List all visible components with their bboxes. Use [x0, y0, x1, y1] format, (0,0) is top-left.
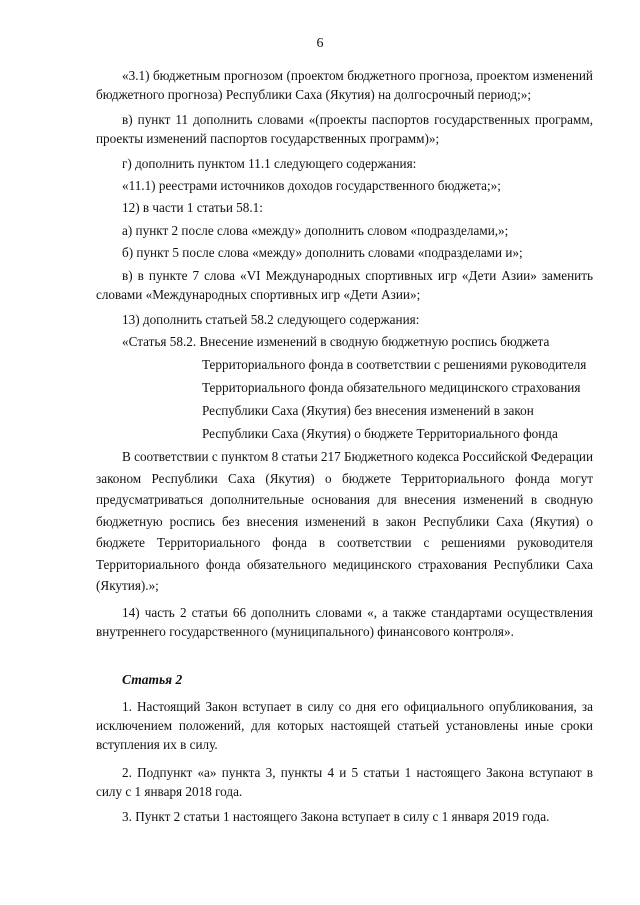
article-2-item-1: 1. Настоящий Закон вступает в силу со дня его официального опубликования, за исключением положений, для которых настоящей статьей установлены иные сроки вступления их в силу. — [96, 699, 593, 752]
paragraph-b-point-5: б) пункт 5 после слова «между» дополнить словами «подразделами и»; — [122, 245, 523, 260]
paragraph-13-article-58-2: 13) дополнить статьей 58.2 следующего содержания: — [122, 312, 420, 327]
paragraph-v-point-7: в) в пункте 7 слова «VI Международных спортивных игр «Дети Азии» заменить словами «Международных спортивных игр «Дети Азии»; — [96, 268, 593, 302]
paragraph-g-point-11-1: г) дополнить пунктом 11.1 следующего содержания: — [122, 156, 417, 171]
paragraph-3-1: «3.1) бюджетным прогнозом (проектом бюджетного прогноза, проектом изменений бюджетного прогноза) Республики Саха (Якутия) на долгосрочный период;»; — [96, 68, 593, 102]
paragraph-12-article-58-1: 12) в части 1 статьи 58.1: — [122, 200, 263, 215]
article-58-2-title-line-3: Территориального фонда обязательного медицинского страхования — [202, 380, 581, 395]
article-58-2-title-line-5: Республики Саха (Якутия) о бюджете Территориального фонда — [202, 426, 558, 441]
paragraph-11-1-registers: «11.1) реестрами источников доходов государственного бюджета;»; — [122, 178, 501, 193]
paragraph-v-point-11: в) пункт 11 дополнить словами «(проекты паспортов государственных программ, проекты изменений паспортов государственных программ)»; — [96, 112, 593, 146]
article-2-item-2: 2. Подпункт «а» пункта 3, пункты 4 и 5 статьи 1 настоящего Закона вступают в силу с 1 января 2018 года. — [96, 765, 593, 799]
article-58-2-title-line-4: Республики Саха (Якутия) без внесения изменений в закон — [202, 403, 534, 418]
paragraph-a-point-2: а) пункт 2 после слова «между» дополнить словом «подразделами,»; — [122, 223, 509, 238]
paragraph-14-article-66: 14) часть 2 статьи 66 дополнить словами «, а также стандартами осуществления внутреннего государственного (муниципального) финансового контроля». — [96, 605, 593, 639]
article-58-2-body: В соответствии с пунктом 8 статьи 217 Бюджетного кодекса Российской Федерации законом Республики Саха (Якутия) о бюджете Территориального фонда могут предусматриваться дополнительные основания для внесения изменений в сводную бюджетную роспись без внесения изменений в закон Республики Саха (Якутия) о бюджете Территориального фонда в соответствии с решениями руководителя Территориального фонда обязательного медицинского страхования Республики Саха (Якутия).»; — [96, 449, 593, 593]
article-2-heading: Статья 2 — [122, 672, 183, 687]
article-2-item-3: 3. Пункт 2 статьи 1 настоящего Закона вступает в силу с 1 января 2019 года. — [122, 809, 550, 824]
page-number: 6 — [316, 36, 324, 51]
article-58-2-title-line-1: «Статья 58.2. Внесение изменений в сводную бюджетную роспись бюджета — [122, 334, 550, 349]
article-58-2-title-line-2: Территориального фонда в соответствии с решениями руководителя — [202, 357, 587, 372]
